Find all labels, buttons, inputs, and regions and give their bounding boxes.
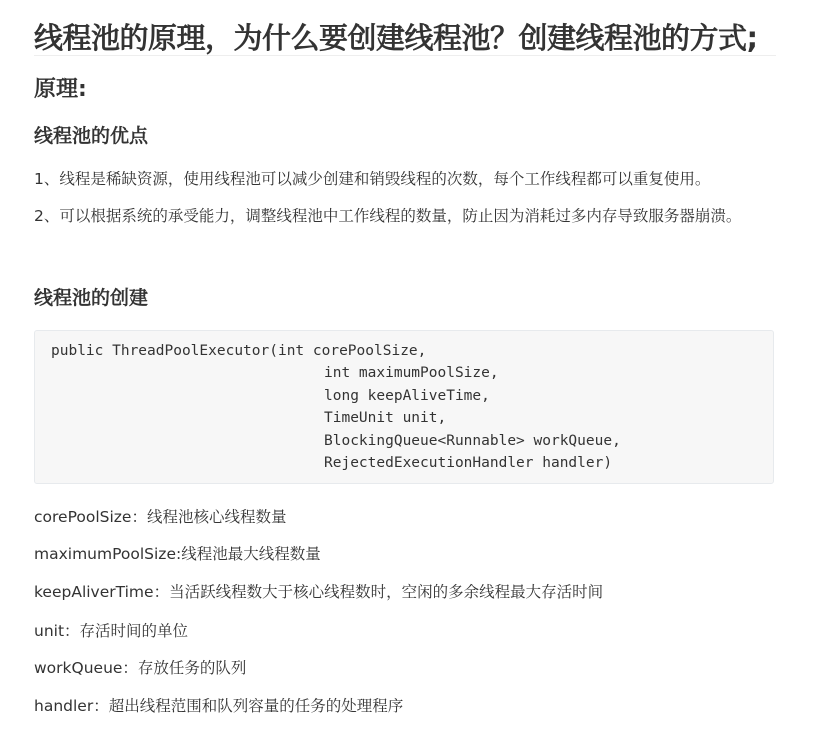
section-heading-creation: 线程池的创建 [34, 287, 149, 309]
param-description: unit：存活时间的单位 [34, 622, 189, 640]
section-heading-advantages: 线程池的优点 [34, 125, 149, 147]
param-description: corePoolSize：线程池核心线程数量 [34, 508, 287, 526]
code-line: long keepAliveTime, [324, 388, 490, 404]
code-line: TimeUnit unit, [324, 410, 447, 426]
page-title: 线程池的原理，为什么要创建线程池？创建线程池的方式; [34, 21, 758, 55]
code-line: int maximumPoolSize, [324, 365, 499, 381]
code-line: BlockingQueue<Runnable> workQueue, [324, 433, 621, 449]
param-description: workQueue：存放任务的队列 [34, 659, 247, 677]
param-description: handler：超出线程范围和队列容量的任务的处理程序 [34, 697, 404, 715]
code-line: public ThreadPoolExecutor(int corePoolSize, [51, 343, 427, 359]
code-line: RejectedExecutionHandler handler) [324, 455, 613, 471]
title-divider [34, 55, 776, 56]
section-heading-principle: 原理: [34, 77, 87, 102]
advantage-item: 2、可以根据系统的承受能力，调整线程池中工作线程的数量，防止因为消耗过多内存导致服务器崩溃。 [34, 207, 742, 225]
advantage-item: 1、线程是稀缺资源，使用线程池可以减少创建和销毁线程的次数，每个工作线程都可以重复使用。 [34, 170, 711, 188]
param-description: keepAliverTime：当活跃线程数大于核心线程数时，空闲的多余线程最大存活时间 [34, 583, 604, 601]
param-description: maximumPoolSize:线程池最大线程数量 [34, 545, 321, 563]
code-block [34, 330, 774, 484]
